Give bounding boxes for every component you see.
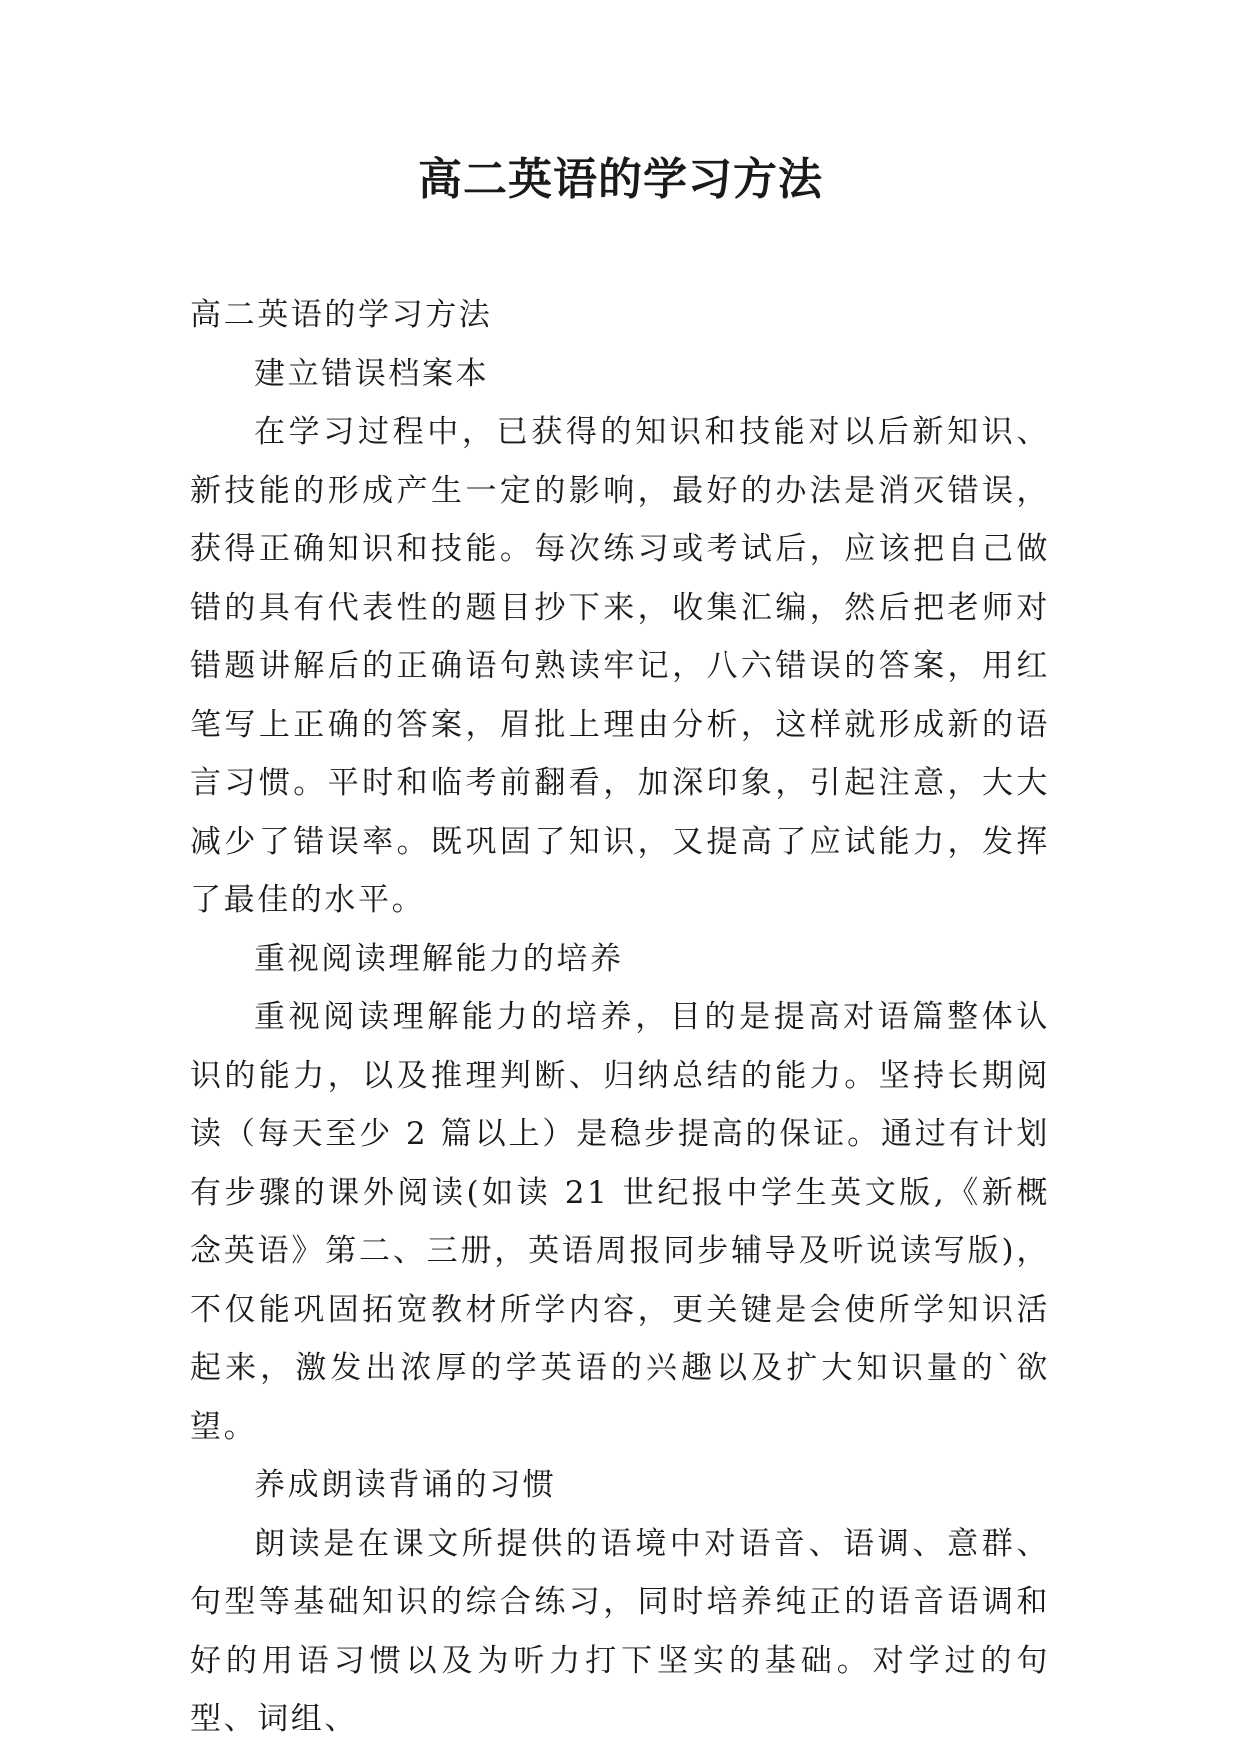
section-heading-error-notebook: 建立错误档案本 <box>254 355 490 392</box>
document-body <box>190 286 1050 1749</box>
section-heading-reading: 重视阅读理解能力的培养 <box>254 940 624 977</box>
section-heading-recitation: 养成朗读背诵的习惯 <box>254 1467 557 1503</box>
section-paragraph-reading: 重视阅读理解能力的培养，目的是提高对语篇整体认识的能力，以及推理判断、归纳总结的能力。坚持长期阅读（每天至少 2 篇以上）是稳步提高的保证。通过有计划有步骤的课外阅读(如读 21 世纪报中学生英文版,《新概念英语》第二、三册，英语周报同步辅导及听说读写版)，不仅能巩固拓宽教材所学内容，更关键是会使所学知识活起来，激发出浓厚的学英语的兴趣以及扩大知识量的`欲望。 <box>190 999 1050 1445</box>
document-subtitle: 高二英语的学习方法 <box>190 297 493 333</box>
page-title: 高二英语的学习方法 <box>418 154 823 205</box>
section-paragraph-recitation: 朗读是在课文所提供的语境中对语音、语调、意群、句型等基础知识的综合练习，同时培养纯正的语音语调和好的用语习惯以及为听力打下坚实的基础。对学过的句型、词组、 <box>190 1525 1050 1737</box>
section-paragraph-error-notebook: 在学习过程中，已获得的知识和技能对以后新知识、新技能的形成产生一定的影响，最好的办法是消灭错误，获得正确知识和技能。每次练习或考试后，应该把自己做错的具有代表性的题目抄下来，收集汇编，然后把老师对错题讲解后的正确语句熟读牢记，八六错误的答案，用红笔写上正确的答案，眉批上理由分析，这样就形成新的语言习惯。平时和临考前翻看，加深印象，引起注意，大大减少了错误率。既巩固了知识，又提高了应试能力，发挥了最佳的水平。 <box>190 414 1050 918</box>
